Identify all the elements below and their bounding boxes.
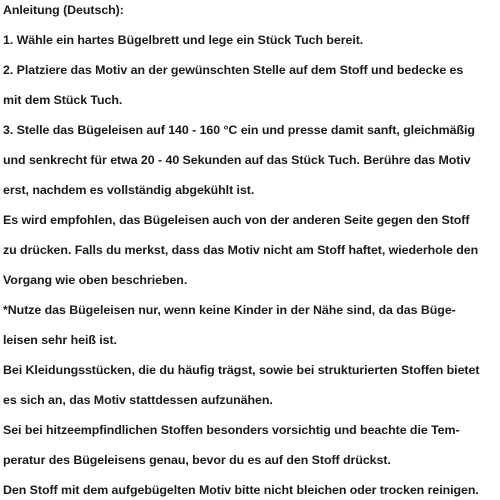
text-line: und senkrecht für etwa 20 - 40 Sekunden auf das Stück Tuch. Berühre das Motiv (3, 153, 471, 167)
text-line: 3. Stelle das Bügeleisen auf 140 - 160 °C ein und presse damit sanft, gleichmäßig (3, 123, 475, 137)
text-line: Vorgang wie oben beschrieben. (3, 273, 188, 287)
text-line: 1. Wähle ein hartes Bügelbrett und lege ein Stück Tuch bereit. (3, 33, 364, 47)
text-line: erst, nachdem es vollständig abgekühlt ist. (3, 183, 255, 197)
text-line: leisen sehr heiß ist. (3, 333, 117, 347)
document-title: Anleitung (Deutsch): (3, 3, 124, 17)
text-line: *Nutze das Bügeleisen nur, wenn keine Kinder in der Nähe sind, da das Büge- (3, 303, 456, 317)
text-line: mit dem Stück Tuch. (3, 93, 123, 107)
text-line: zu drücken. Falls du merkst, dass das Motiv nicht am Stoff haftet, wiederhole den (3, 243, 479, 257)
text-line: Den Stoff mit dem aufgebügelten Motiv bitte nicht bleichen oder trocken reinigen. (3, 483, 479, 497)
text-line: Sei bei hitzeempfindlichen Stoffen besonders vorsichtig und beachte die Tem- (3, 423, 460, 437)
text-line: 2. Platziere das Motiv an der gewünschten Stelle auf dem Stoff und bedecke es (3, 63, 464, 77)
text-line: Es wird empfohlen, das Bügeleisen auch von der anderen Seite gegen den Stoff (3, 213, 470, 227)
text-line: es sich an, das Motiv stattdessen aufzunähen. (3, 393, 273, 407)
text-line: peratur des Bügeleisens genau, bevor du es auf den Stoff drückst. (3, 453, 391, 467)
text-line: Bei Kleidungsstücken, die du häufig trägst, sowie bei strukturierten Stoffen bietet (3, 363, 480, 377)
